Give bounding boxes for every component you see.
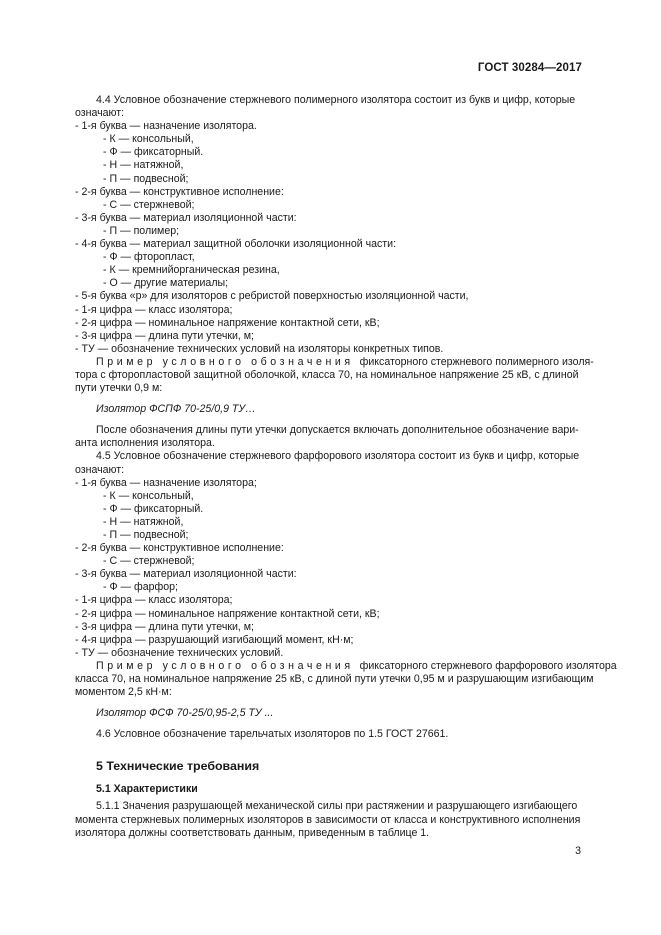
example-4-5-line-2: класса 70, на номинальное напряжение 25 кВ, с длиной пути утечки 0,95 м и разрушающим изгибающим (75, 673, 594, 686)
list-item: - 4-я буква — материал защитной оболочки изоляционной части: (75, 238, 397, 251)
section-5-1-title: 5.1 Характеристики (96, 783, 198, 796)
list-item: - 2-я цифра — номинальное напряжение контактной сети, кВ; (75, 607, 380, 620)
example-4-4-line-2: тора с фторопластовой защитной оболочкой, класса 70, на номинальное напряжение 25 кВ, с длиной (75, 368, 579, 381)
list-item: - К — консольный, (103, 489, 194, 502)
example-4-4-code: Изолятор ФСПФ 70-25/0,9 ТУ… (96, 403, 256, 416)
list-item: - Н — натяжной, (103, 159, 184, 172)
example-text: фиксаторного стержневого фарфорового изолятора (359, 659, 617, 672)
list-item: - 2-я буква — конструктивное исполнение: (75, 542, 284, 555)
list-item: - П — подвесной; (103, 172, 189, 185)
section-4-5-line-1: 4.5 Условное обозначение стержневого фарфорового изолятора состоит из букв и цифр, которые (96, 450, 580, 463)
list-item: - 3-я цифра — длина пути утечки, м; (75, 620, 255, 633)
section-5-1-1-line-1: 5.1.1 Значения разрушающей механической силы при растяжении и разрушающего изгибающего (96, 800, 578, 813)
example-4-5-code: Изолятор ФСФ 70-25/0,95-2,5 ТУ ... (96, 707, 274, 720)
example-label: Пример условного обозначения (96, 659, 354, 672)
list-item: - 3-я буква — материал изоляционной части: (75, 211, 297, 224)
section-4-4-list (75, 120, 585, 356)
list-item: - 3-я буква — материал изоляционной части: (75, 568, 297, 581)
list-item: - 1-я буква — назначение изолятора. (75, 120, 257, 133)
list-item: - К — консольный, (103, 133, 194, 146)
example-text: фиксаторного стержневого полимерного изоля- (359, 355, 594, 368)
list-item: - 2-я буква — конструктивное исполнение: (75, 185, 284, 198)
section-4-4-line-2: означают: (75, 107, 125, 120)
list-item: - ТУ — обозначение технических условий. (75, 646, 284, 659)
document-body (75, 94, 617, 840)
list-item: - Ф — фиксаторный. (103, 146, 204, 159)
list-item: - 1-я цифра — класс изолятора; (75, 594, 233, 607)
section-4-6: 4.6 Условное обозначение тарельчатых изоляторов по 1.5 ГОСТ 27661. (96, 728, 449, 741)
note-4-4-line-2: анта исполнения изолятора. (75, 437, 215, 450)
section-5-1-1-line-3: изолятора должны соответствовать данным, приведенным в таблице 1. (75, 826, 430, 839)
list-item: - Ф — фиксаторный. (103, 502, 204, 515)
list-item: - К — кремнийорганическая резина, (103, 264, 280, 277)
section-4-5-line-2: означают: (75, 463, 125, 476)
list-item: - 5-я буква «р» для изоляторов с ребристой поверхностью изоляционной части, (75, 290, 469, 303)
example-4-5-line-1 (75, 659, 617, 673)
example-4-5-line-3: моментом 2,5 кН·м: (75, 686, 172, 699)
list-item: - О — другие материалы; (103, 277, 229, 290)
list-item: - П — подвесной; (103, 529, 189, 541)
list-item: - 1-я цифра — класс изолятора; (75, 303, 233, 316)
list-item: - Ф — фарфор; (103, 581, 178, 594)
list-item: - ТУ — обозначение технических условий на изоляторы конкретных типов. (75, 342, 444, 355)
page-number: 3 (575, 845, 581, 857)
note-4-4-line-1: После обозначения длины пути утечки допускается включать дополнительное обозначение вари- (96, 424, 579, 437)
list-item: - Ф — фторопласт, (103, 251, 195, 264)
standard-number-header: ГОСТ 30284—2017 (477, 62, 582, 74)
example-label: Пример условного обозначения (96, 355, 354, 368)
section-5-1-1-line-2: момента стержневых полимерных изоляторов в зависимости от класса и конструктивного исполнения (75, 813, 581, 826)
list-item: - 2-я цифра — номинальное напряжение контактной сети, кВ; (75, 316, 380, 329)
example-4-4-line-1 (75, 355, 594, 369)
list-item: - С — стержневой; (103, 555, 195, 568)
section-4-5-list (75, 477, 585, 660)
section-5-title: 5 Технические требования (96, 759, 260, 774)
list-item: - П — полимер; (103, 224, 180, 237)
example-4-4-line-3: пути утечки 0,9 м: (75, 382, 163, 395)
list-item: - 3-я цифра — длина пути утечки, м; (75, 329, 255, 342)
list-item: - 1-я буква — назначение изолятора; (75, 476, 257, 489)
section-4-4-line-1: 4.4 Условное обозначение стержневого полимерного изолятора состоит из букв и цифр, которые (96, 94, 576, 106)
list-item: - Н — натяжной, (103, 515, 184, 528)
list-item: - С — стержневой; (103, 198, 195, 211)
list-item: - 4-я цифра — разрушающий изгибающий момент, кН·м; (75, 633, 354, 646)
